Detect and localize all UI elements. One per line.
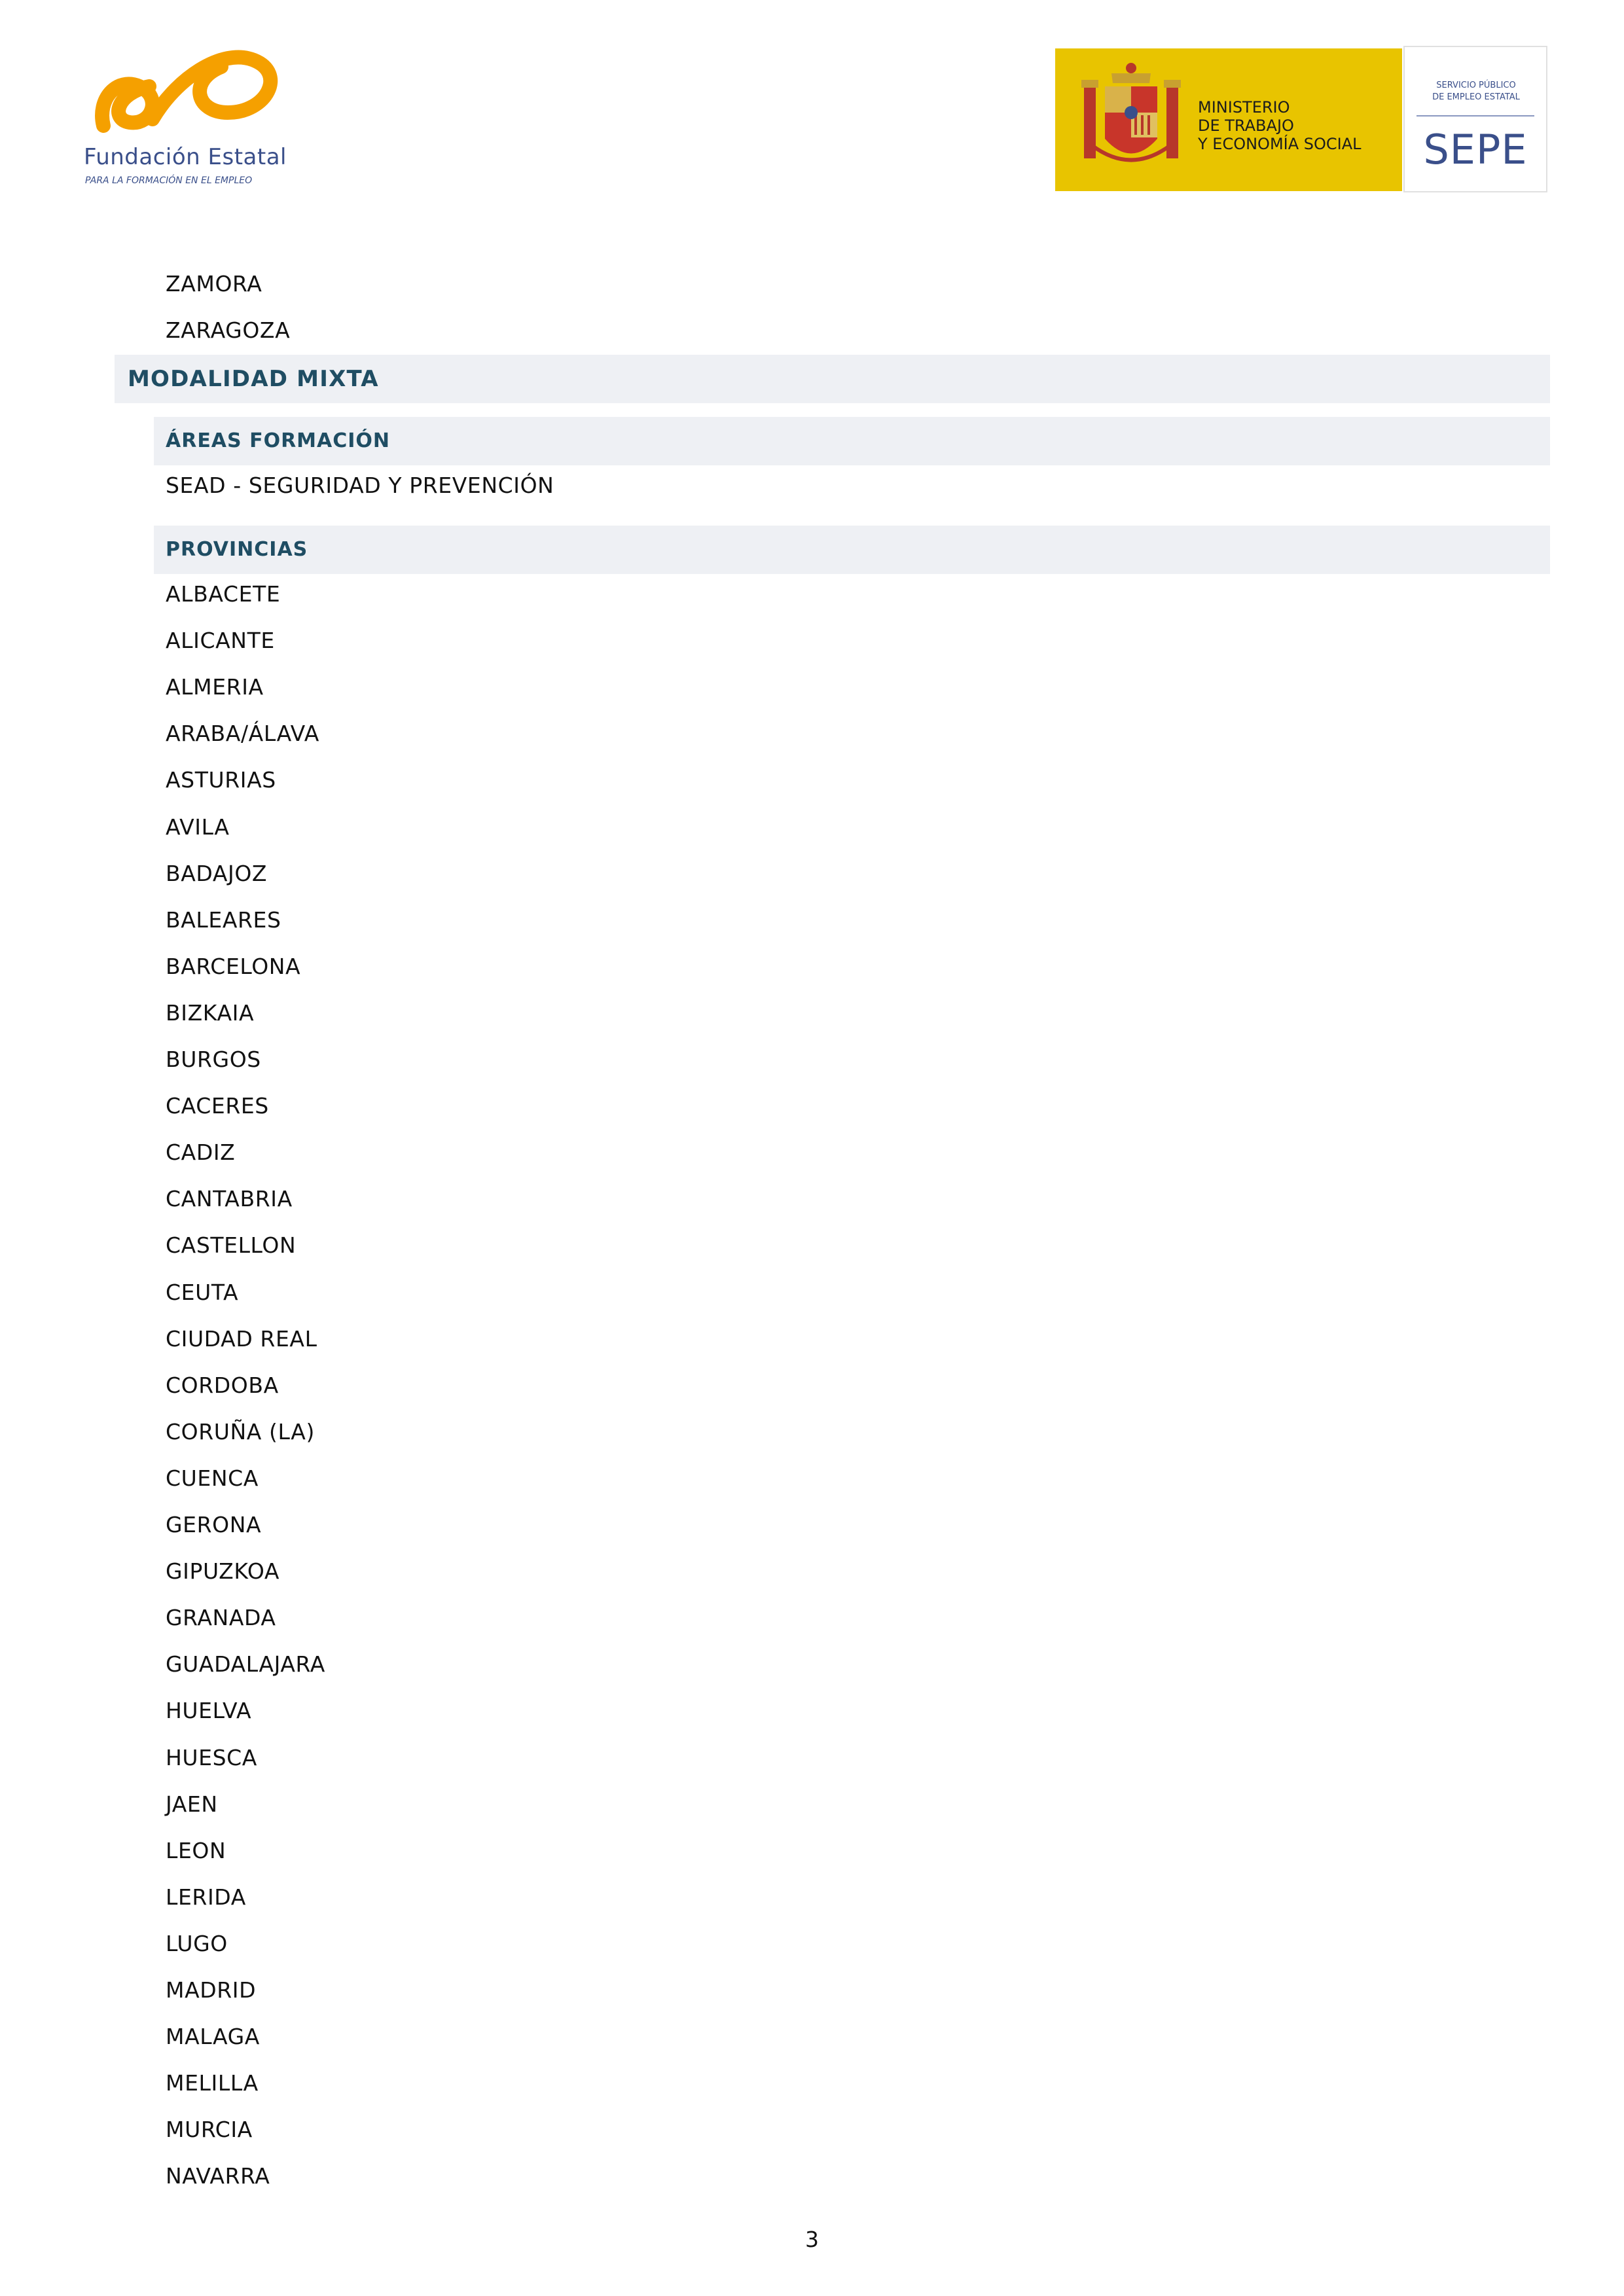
province-item: ASTURIAS <box>166 767 276 793</box>
areas-header <box>154 417 1550 465</box>
modality-header <box>115 355 1550 403</box>
province-item: BURGOS <box>166 1047 261 1072</box>
province-item: CADIZ <box>166 1139 236 1165</box>
province-item: CORDOBA <box>166 1372 279 1398</box>
province-item: GIPUZKOA <box>166 1558 280 1584</box>
ministry-name: MINISTERIO DE TRABAJO Y ECONOMÍA SOCIAL <box>1198 98 1362 153</box>
province-item: NAVARRA <box>166 2163 270 2189</box>
province-item: CORUÑA (LA) <box>166 1419 315 1444</box>
province-item: GERONA <box>166 1512 262 1537</box>
areas-heading: ÁREAS FORMACIÓN <box>166 429 391 452</box>
ministry-sepe-logo <box>1055 46 1547 191</box>
provinces-heading: PROVINCIAS <box>166 538 308 561</box>
province-item: LUGO <box>166 1931 228 1956</box>
province-item: CASTELLON <box>166 1232 297 1258</box>
fundae-logo <box>77 41 300 198</box>
province-item: CANTABRIA <box>166 1186 293 1211</box>
province-item: CIUDAD REAL <box>166 1326 317 1352</box>
page-number: 3 <box>805 2227 819 2252</box>
province-item: ALBACETE <box>166 581 281 607</box>
sepe-wordmark: SEPE <box>1423 126 1528 173</box>
province-item: ALMERIA <box>166 674 264 700</box>
provinces-header <box>154 526 1550 574</box>
province-item: ALICANTE <box>166 628 275 653</box>
province-item: HUELVA <box>166 1698 252 1723</box>
fundae-name: Fundación Estatal <box>84 144 287 170</box>
province-item: HUESCA <box>166 1745 257 1770</box>
sepe-divider <box>1416 115 1534 117</box>
page-header <box>0 0 1624 209</box>
modality-title: MODALIDAD MIXTA <box>128 366 379 392</box>
list-item: ZARAGOZA <box>166 317 291 343</box>
province-item: BARCELONA <box>166 954 301 979</box>
area-item: SEAD - SEGURIDAD Y PREVENCIÓN <box>166 473 554 498</box>
sepe-block <box>1403 46 1547 192</box>
province-item: GUADALAJARA <box>166 1651 325 1677</box>
province-item: ARABA/ÁLAVA <box>166 721 319 746</box>
province-item: GRANADA <box>166 1605 276 1630</box>
fundae-emblem-icon <box>90 41 287 139</box>
province-item: MELILLA <box>166 2070 259 2096</box>
province-item: CACERES <box>166 1093 269 1119</box>
province-item: CEUTA <box>166 1280 239 1305</box>
coat-of-arms-icon <box>1079 60 1183 178</box>
province-item: LEON <box>166 1838 226 1863</box>
province-item: MURCIA <box>166 2117 253 2142</box>
province-item: LERIDA <box>166 1884 246 1910</box>
list-item: ZAMORA <box>166 271 262 296</box>
province-item: BALEARES <box>166 907 281 933</box>
province-item: JAEN <box>166 1791 218 1817</box>
province-item: BADAJOZ <box>166 861 268 886</box>
province-item: CUENCA <box>166 1465 259 1491</box>
province-item: MADRID <box>166 1977 257 2003</box>
sepe-service-text: SERVICIO PÚBLICO DE EMPLEO ESTATAL <box>1432 81 1520 102</box>
province-item: BIZKAIA <box>166 1000 255 1026</box>
province-item: AVILA <box>166 814 230 840</box>
ministry-block <box>1055 48 1402 191</box>
fundae-tagline: PARA LA FORMACIÓN EN EL EMPLEO <box>85 175 253 186</box>
province-item: MALAGA <box>166 2024 260 2049</box>
